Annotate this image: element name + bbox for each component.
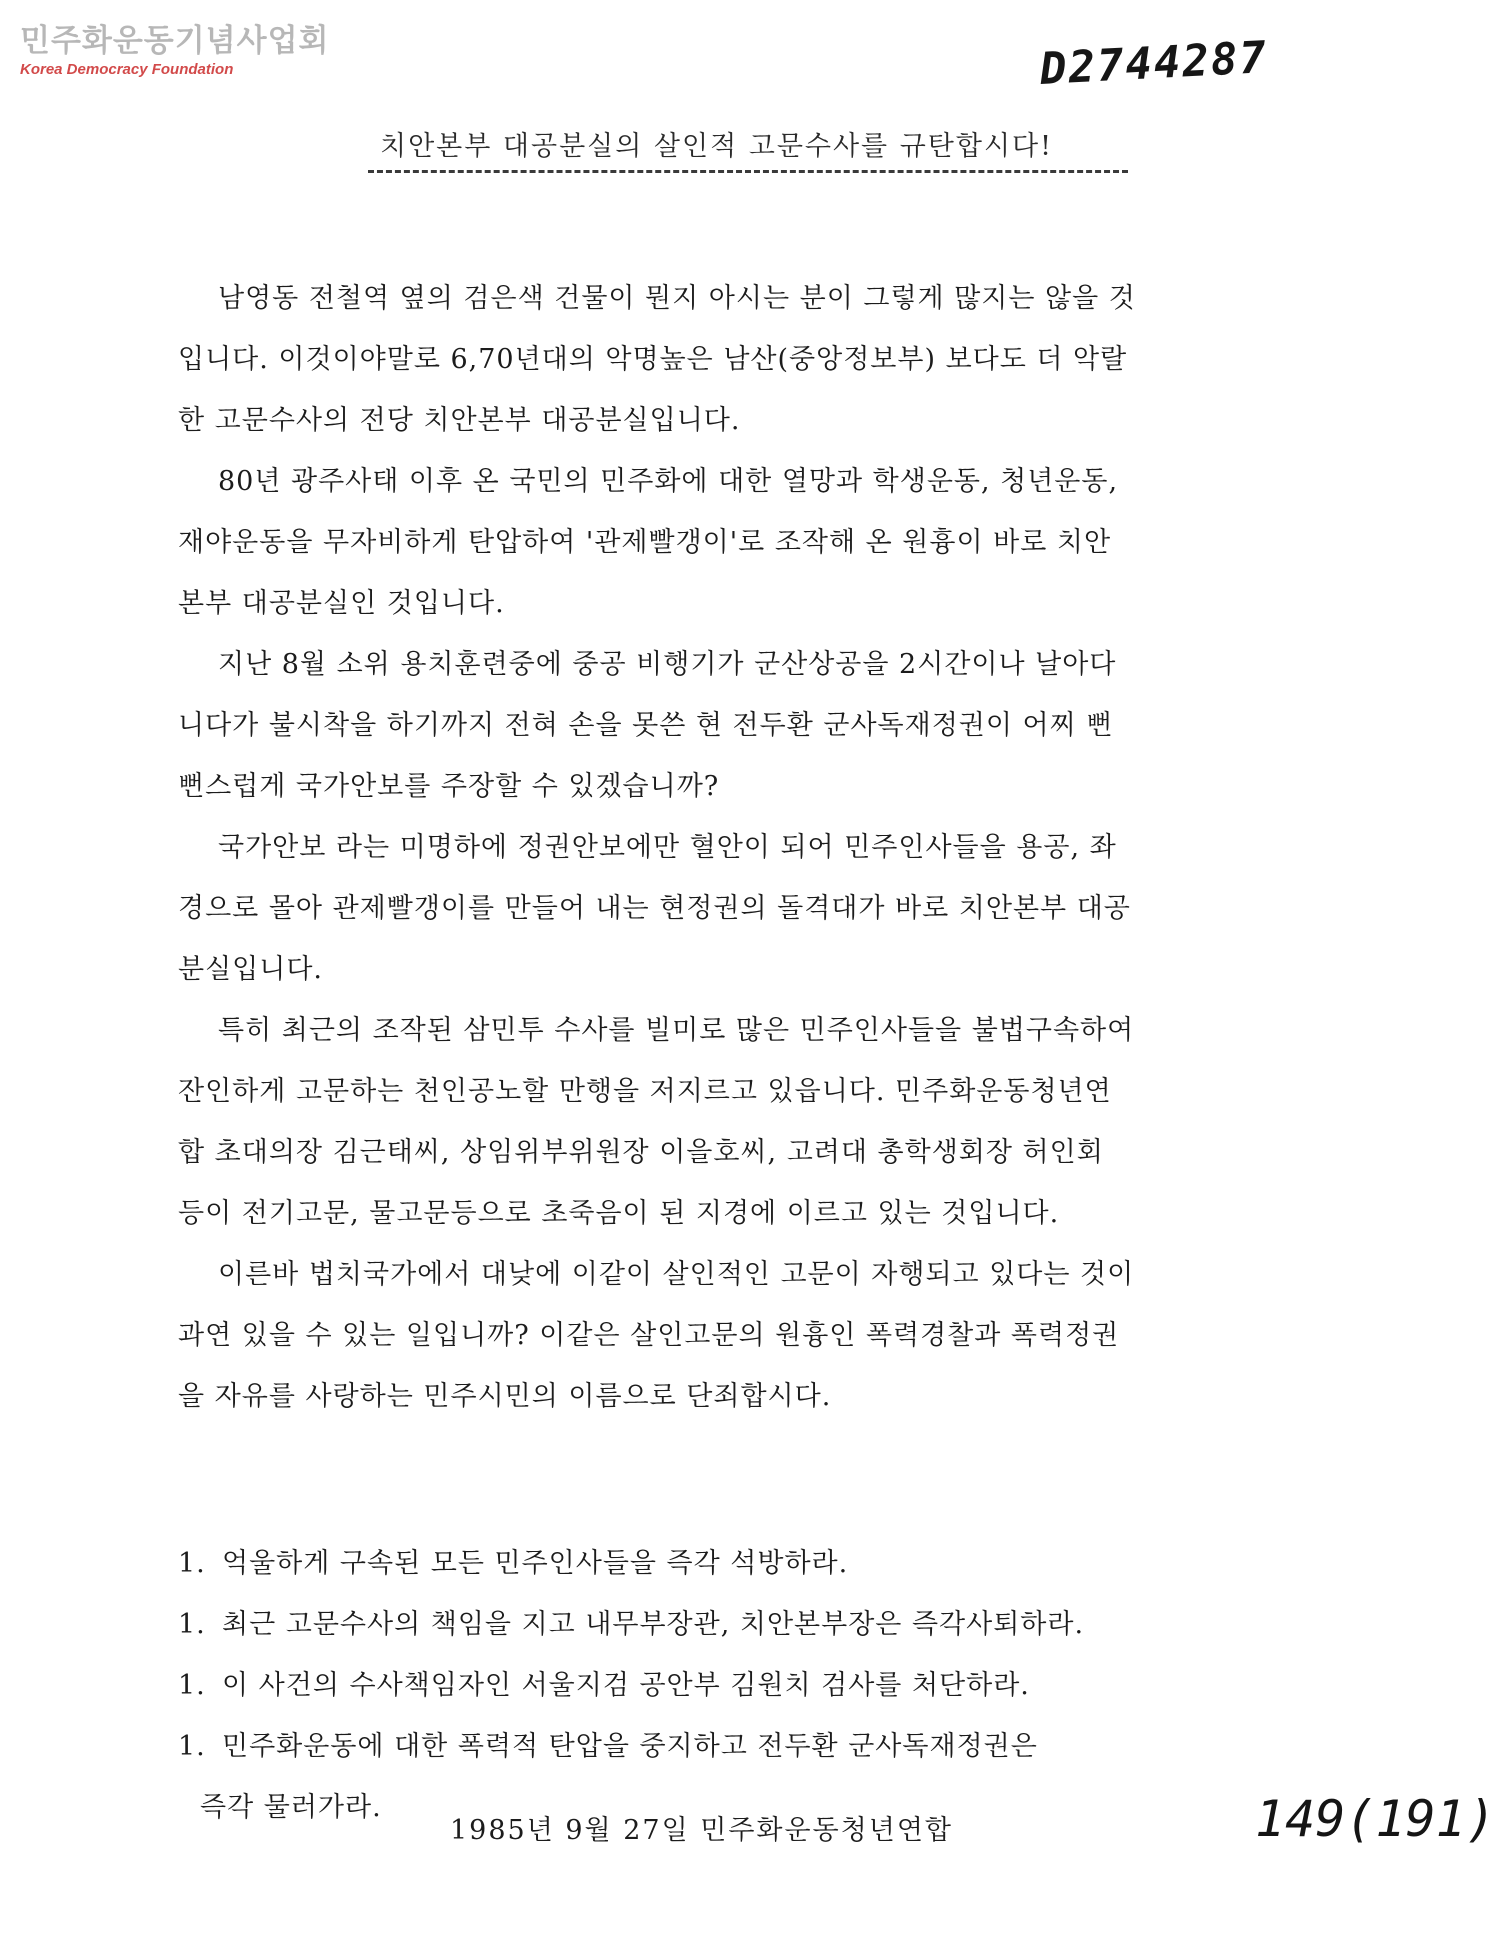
paragraph: 80년 광주사태 이후 온 국민의 민주화에 대한 열망과 학생운동, 청년운동, 재야운동을 무자비하게 탄압하여 '관제빨갱이'로 조작해 온 원흉이 바로 치안본부 대공분실인 것입니다. xyxy=(178,466,1119,619)
title-underline xyxy=(368,170,1128,173)
page-number-handwritten: 149(191) xyxy=(1255,1790,1496,1848)
paragraph: 이른바 법치국가에서 대낮에 이같이 살인적인 고문이 자행되고 있다는 것이 과연 있을 수 있는 일입니까? 이같은 살인고문의 원흉인 폭력경찰과 폭력정권을 자유를 사랑하는 민주시민의 이름으로 단죄합시다. xyxy=(178,1259,1135,1412)
demand-text: 이 사건의 수사책임자인 서울지검 공안부 김원치 검사를 처단하라. xyxy=(222,1670,1030,1701)
paragraph: 지난 8월 소위 용치훈련중에 중공 비행기가 군산상공을 2시간이나 날아다니다가 불시착을 하기까지 전혀 손을 못쓴 현 전두환 군사독재정권이 어찌 뻔뻔스럽게 국가안보를 주장할 수 있겠습니까? xyxy=(178,649,1117,802)
paragraph: 남영동 전철역 옆의 검은색 건물이 뭔지 아시는 분이 그렇게 많지는 않을 것입니다. 이것이야말로 6,70년대의 악명높은 남산(중앙정보부) 보다도 더 악랄한 고문수사의 전당 치안본부 대공분실입니다. xyxy=(178,283,1136,436)
demand-text: 억울하게 구속된 모든 민주인사들을 즉각 석방하라. xyxy=(222,1548,849,1579)
demand-marker: 1. xyxy=(178,1548,206,1579)
demand-item xyxy=(178,1716,1238,1777)
demand-text: 민주화운동에 대한 폭력적 탄압을 중지하고 전두환 군사독재정권은 xyxy=(222,1731,1038,1762)
demand-text: 즉각 물러가라. xyxy=(200,1792,382,1823)
foundation-logo-korean: 민주화운동기념사업회 xyxy=(20,23,330,59)
foundation-logo xyxy=(20,22,330,80)
demand-marker: 1. xyxy=(178,1731,206,1762)
paragraph: 특히 최근의 조작된 삼민투 수사를 빌미로 많은 민주인사들을 불법구속하여 잔인하게 고문하는 천인공노할 만행을 저지르고 있읍니다. 민주화운동청년연합 초대의장 김근태씨, 상임위부위원장 이을호씨, 고려대 총학생회장 허인회 등이 전기고문, 물고문등으로 초죽음이 된 지경에 이르고 있는 것입니다. xyxy=(178,1015,1135,1229)
paragraph: 국가안보 라는 미명하에 정권안보에만 혈안이 되어 민주인사들을 용공, 좌경으로 몰아 관제빨갱이를 만들어 내는 현정권의 돌격대가 바로 치안본부 대공분실입니다. xyxy=(178,832,1131,985)
foundation-logo-english: Korea Democracy Foundation xyxy=(20,61,234,78)
demand-marker: 1. xyxy=(178,1609,206,1640)
demand-item xyxy=(178,1594,1238,1655)
document-body xyxy=(178,268,1138,1427)
signature-line: 1985년 9월 27일 민주화운동청년연합 xyxy=(450,1815,953,1846)
demands-list xyxy=(178,1533,1238,1838)
demand-marker: 1. xyxy=(178,1670,206,1701)
demand-item xyxy=(178,1655,1238,1716)
demand-text: 최근 고문수사의 책임을 지고 내무부장관, 치안본부장은 즉각사퇴하라. xyxy=(222,1609,1085,1640)
archive-id-handwritten: D2744287 xyxy=(1038,32,1270,95)
document-title: 치안본부 대공분실의 살인적 고문수사를 규탄합시다! xyxy=(380,131,1053,162)
demand-item xyxy=(178,1533,1238,1594)
